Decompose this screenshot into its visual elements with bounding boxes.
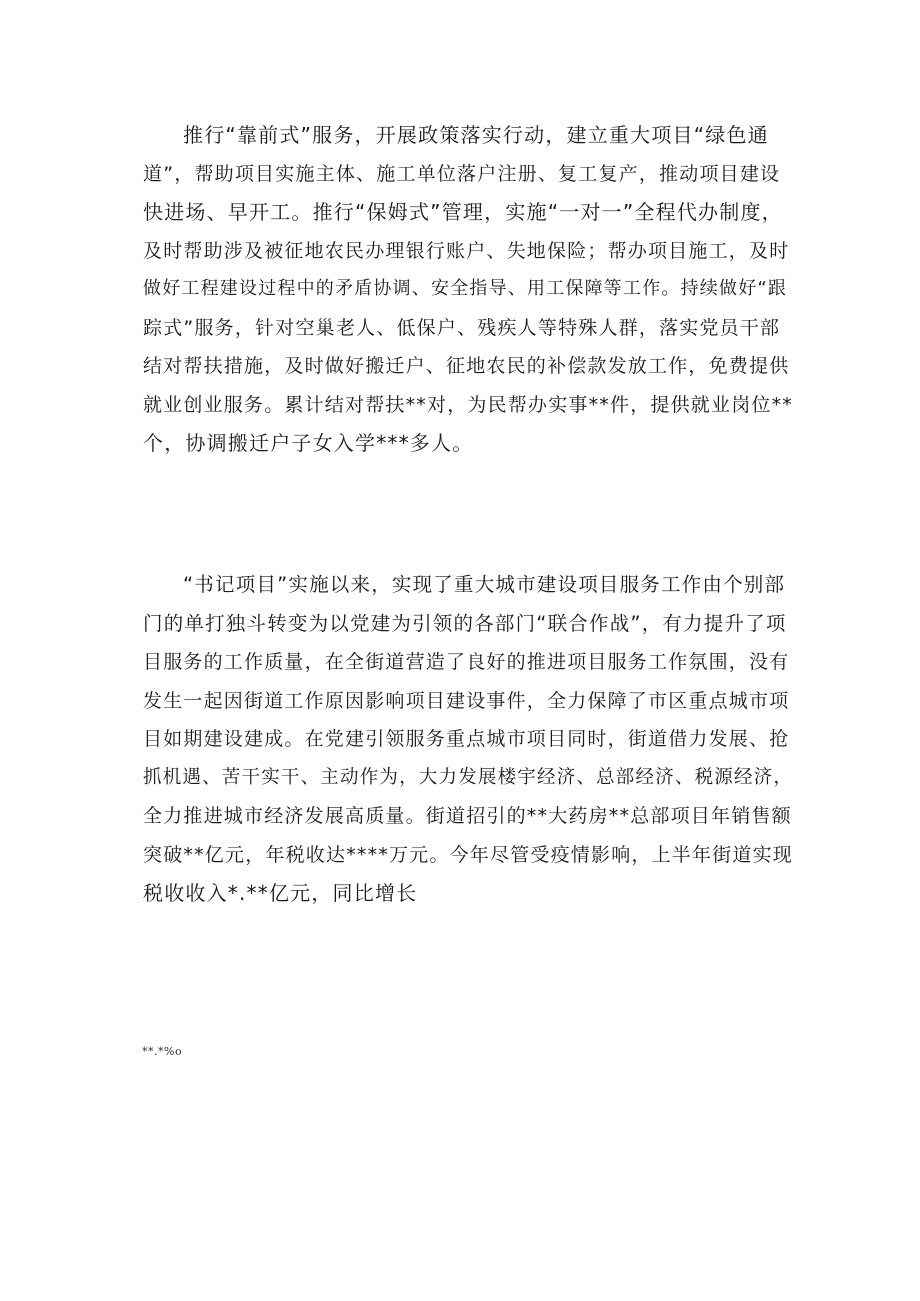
- growth-rate-fragment: **.*%o: [142, 1045, 183, 1058]
- paragraph-project-results: [143, 566, 793, 913]
- paragraph-line: 结对帮扶措施，及时做好搬迁户、征地农民的补偿款发放工作，免费提供: [143, 355, 790, 377]
- paragraph-line: 抓机遇、苦干实干、主动作为，大力发展楼宇经济、总部经济、税源经济，: [143, 766, 794, 788]
- paragraph-line: 突破**亿元，年税收达****万元。今年尽管受疫情影响，上半年街道实现: [143, 843, 794, 866]
- paragraph-line: 门的单打独斗转变为以党建为引领的各部门“联合作战”，有力提升了项: [143, 611, 787, 635]
- paragraph-line: 推行“靠前式”服务，开展政策落实行动，建立重大项目“绿色通: [183, 123, 769, 147]
- paragraph-line: 发生一起因街道工作原因影响项目建设事件，全力保障了市区重点城市项: [143, 689, 790, 712]
- paragraph-line: 及时帮助涉及被征地农民办理银行账户、失地保险；帮办项目施工，及时: [143, 239, 790, 262]
- paragraph-line: 快进场、早开工。推行“保姆式”管理，实施“一对一”全程代办制度，: [143, 200, 783, 224]
- paragraph-line: 全力推进城市经济发展高质量。街道招引的**大药房**总部项目年销售额: [143, 805, 792, 827]
- paragraph-line: 目服务的工作质量，在全街道营造了良好的推进项目服务工作氛围，没有: [143, 651, 790, 673]
- paragraph-line: 目如期建设建成。在党建引领服务重点城市项目同时，街道借力发展、抢: [143, 728, 790, 750]
- paragraph-line: 做好工程建设过程中的矛盾协调、安全指导、用工保障等工作。持续做好“跟: [143, 278, 788, 299]
- paragraph-line: 个，协调搬迁户子女入学***多人。: [143, 431, 474, 455]
- paragraph-line: 就业创业服务。累计结对帮扶**对，为民帮办实事**件，提供就业岗位**: [143, 393, 794, 416]
- paragraph-line: 踪式”服务，针对空巢老人、低保户、残疾人等特殊人群，落实党员干部: [143, 316, 781, 339]
- paragraph-line: “书记项目”实施以来，实现了重大城市建设项目服务工作由个别部: [183, 573, 786, 596]
- paragraph-line: 道”，帮助项目实施主体、施工单位落户注册、复工复产，推动项目建设: [143, 162, 781, 185]
- paragraph-line: 税收收入*.**亿元，同比增长: [143, 881, 418, 905]
- paragraph-service-measures: [143, 116, 793, 463]
